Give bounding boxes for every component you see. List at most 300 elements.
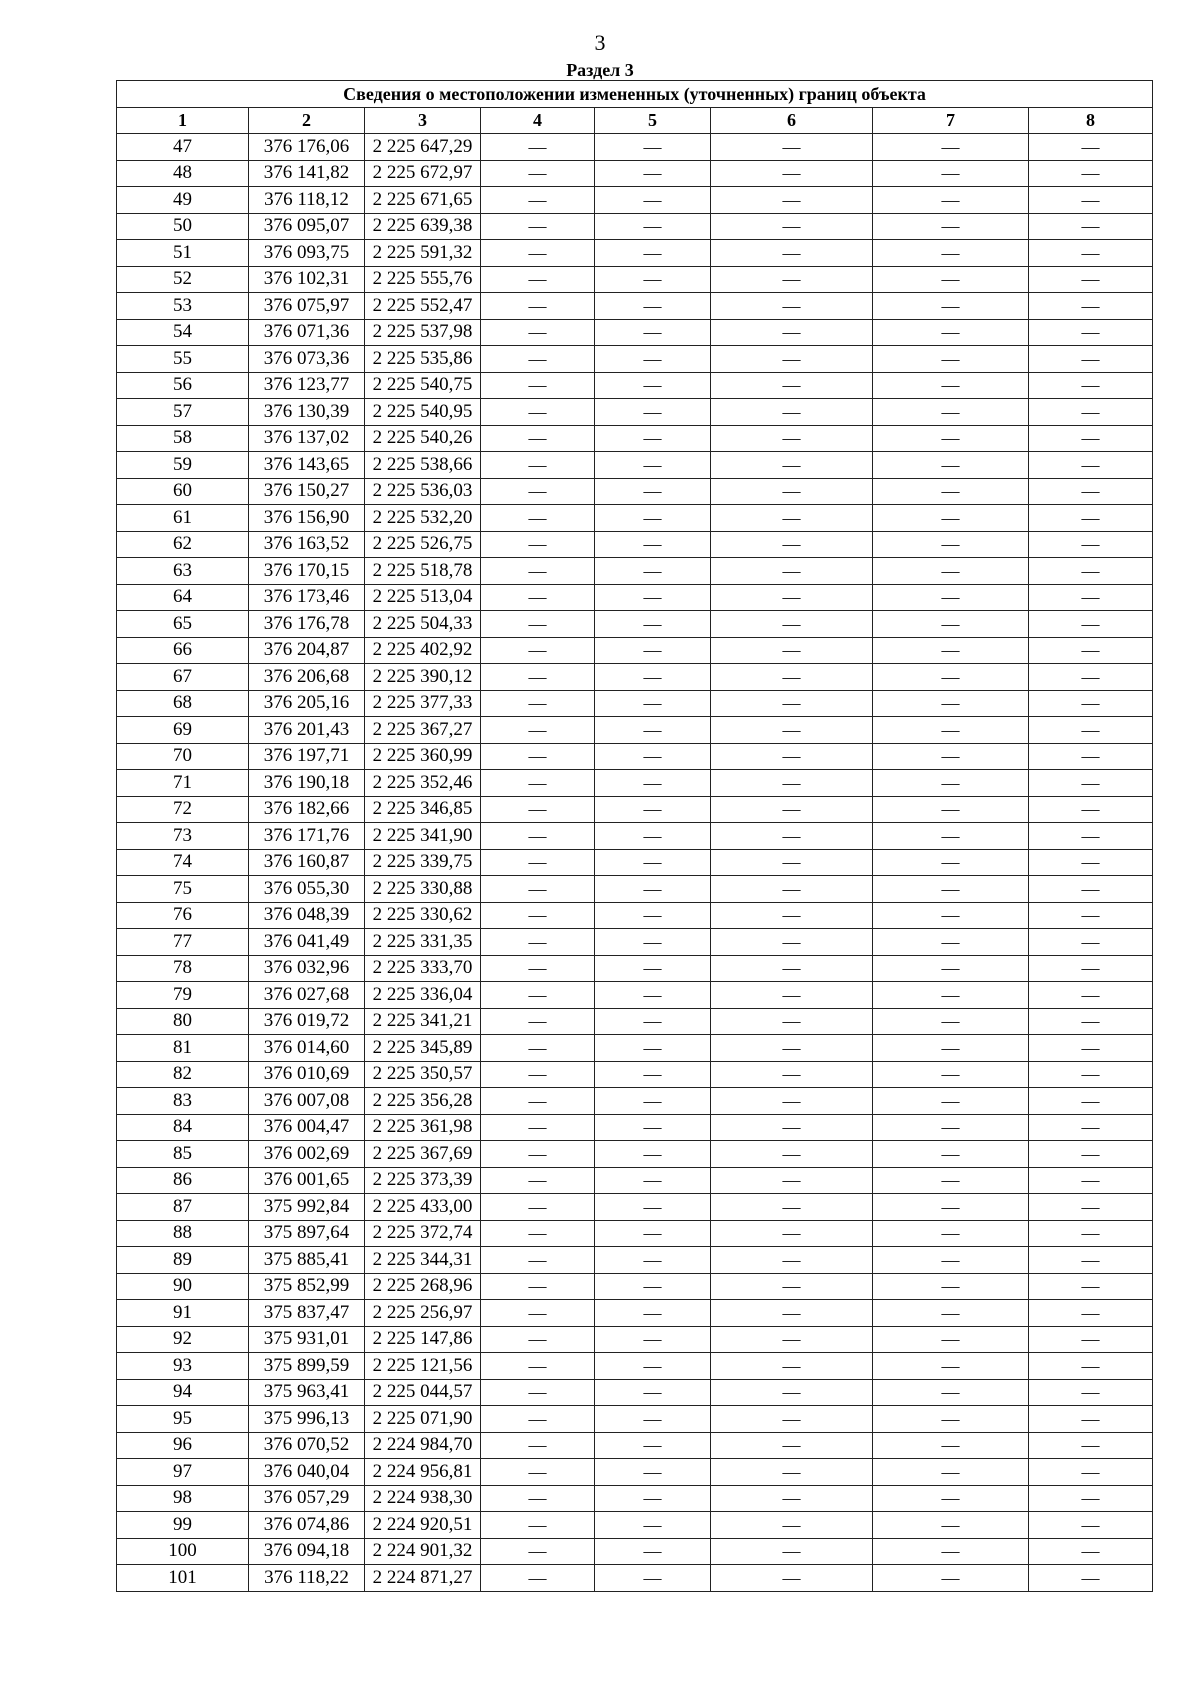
empty-mark-cell: — [595,876,711,903]
empty-mark-cell: — [481,1194,595,1221]
table-row [117,1273,1153,1300]
point-number-cell: 68 [117,690,249,717]
empty-mark-cell: — [481,293,595,320]
y-coordinate-cell: 2 225 121,56 [365,1353,481,1380]
empty-mark-cell: — [481,823,595,850]
y-coordinate-cell: 2 225 352,46 [365,770,481,797]
empty-mark-cell: — [481,637,595,664]
point-number-cell: 48 [117,160,249,187]
empty-mark-cell: — [481,1565,595,1592]
empty-mark-cell: — [481,664,595,691]
y-coordinate-cell: 2 225 071,90 [365,1406,481,1433]
y-coordinate-cell: 2 225 268,96 [365,1273,481,1300]
x-coordinate-cell: 376 141,82 [249,160,365,187]
empty-mark-cell: — [711,770,873,797]
empty-mark-cell: — [481,1273,595,1300]
y-coordinate-cell: 2 225 345,89 [365,1035,481,1062]
point-number-cell: 82 [117,1061,249,1088]
empty-mark-cell: — [1029,293,1153,320]
point-number-cell: 69 [117,717,249,744]
empty-mark-cell: — [711,1459,873,1486]
point-number-cell: 62 [117,531,249,558]
empty-mark-cell: — [1029,134,1153,161]
empty-mark-cell: — [711,1194,873,1221]
empty-mark-cell: — [481,266,595,293]
empty-mark-cell: — [711,372,873,399]
empty-mark-cell: — [595,1167,711,1194]
empty-mark-cell: — [873,531,1029,558]
y-coordinate-cell: 2 225 330,62 [365,902,481,929]
empty-mark-cell: — [873,1538,1029,1565]
table-row [117,770,1153,797]
table-row [117,1379,1153,1406]
empty-mark-cell: — [595,1459,711,1486]
table-row [117,213,1153,240]
empty-mark-cell: — [873,823,1029,850]
empty-mark-cell: — [711,1008,873,1035]
y-coordinate-cell: 2 225 540,75 [365,372,481,399]
empty-mark-cell: — [595,266,711,293]
table-row [117,372,1153,399]
table-row [117,1247,1153,1274]
empty-mark-cell: — [711,293,873,320]
table-row [117,664,1153,691]
empty-mark-cell: — [595,902,711,929]
empty-mark-cell: — [481,1247,595,1274]
y-coordinate-cell: 2 224 938,30 [365,1485,481,1512]
empty-mark-cell: — [481,531,595,558]
empty-mark-cell: — [711,1538,873,1565]
column-header: 5 [595,107,711,134]
empty-mark-cell: — [1029,1459,1153,1486]
empty-mark-cell: — [595,1220,711,1247]
empty-mark-cell: — [873,1300,1029,1327]
empty-mark-cell: — [1029,1353,1153,1380]
empty-mark-cell: — [595,1273,711,1300]
empty-mark-cell: — [1029,452,1153,479]
empty-mark-cell: — [711,849,873,876]
empty-mark-cell: — [595,796,711,823]
empty-mark-cell: — [1029,823,1153,850]
y-coordinate-cell: 2 225 377,33 [365,690,481,717]
x-coordinate-cell: 376 057,29 [249,1485,365,1512]
point-number-cell: 93 [117,1353,249,1380]
table-row [117,1167,1153,1194]
empty-mark-cell: — [1029,478,1153,505]
empty-mark-cell: — [711,1326,873,1353]
empty-mark-cell: — [595,743,711,770]
empty-mark-cell: — [873,1406,1029,1433]
table-row [117,717,1153,744]
point-number-cell: 96 [117,1432,249,1459]
y-coordinate-cell: 2 225 333,70 [365,955,481,982]
table-row [117,187,1153,214]
empty-mark-cell: — [1029,1565,1153,1592]
y-coordinate-cell: 2 225 538,66 [365,452,481,479]
empty-mark-cell: — [481,796,595,823]
empty-mark-cell: — [481,982,595,1009]
empty-mark-cell: — [1029,1273,1153,1300]
empty-mark-cell: — [1029,611,1153,638]
empty-mark-cell: — [711,478,873,505]
column-header: 6 [711,107,873,134]
empty-mark-cell: — [711,1141,873,1168]
empty-mark-cell: — [711,187,873,214]
empty-mark-cell: — [1029,1512,1153,1539]
empty-mark-cell: — [873,955,1029,982]
y-coordinate-cell: 2 225 336,04 [365,982,481,1009]
point-number-cell: 89 [117,1247,249,1274]
point-number-cell: 61 [117,505,249,532]
empty-mark-cell: — [711,584,873,611]
empty-mark-cell: — [1029,1379,1153,1406]
x-coordinate-cell: 376 075,97 [249,293,365,320]
x-coordinate-cell: 375 837,47 [249,1300,365,1327]
empty-mark-cell: — [873,1088,1029,1115]
empty-mark-cell: — [595,1538,711,1565]
table-row [117,743,1153,770]
empty-mark-cell: — [595,1379,711,1406]
column-header-row [117,107,1153,134]
empty-mark-cell: — [873,372,1029,399]
y-coordinate-cell: 2 224 984,70 [365,1432,481,1459]
empty-mark-cell: — [873,1326,1029,1353]
empty-mark-cell: — [481,1538,595,1565]
empty-mark-cell: — [1029,1485,1153,1512]
table-row [117,1220,1153,1247]
table-row [117,240,1153,267]
point-number-cell: 60 [117,478,249,505]
point-number-cell: 70 [117,743,249,770]
empty-mark-cell: — [711,505,873,532]
empty-mark-cell: — [873,1247,1029,1274]
empty-mark-cell: — [595,1512,711,1539]
empty-mark-cell: — [481,1008,595,1035]
y-coordinate-cell: 2 225 518,78 [365,558,481,585]
x-coordinate-cell: 376 070,52 [249,1432,365,1459]
table-row [117,796,1153,823]
point-number-cell: 66 [117,637,249,664]
empty-mark-cell: — [873,293,1029,320]
empty-mark-cell: — [1029,531,1153,558]
x-coordinate-cell: 376 137,02 [249,425,365,452]
empty-mark-cell: — [873,1035,1029,1062]
y-coordinate-cell: 2 225 344,31 [365,1247,481,1274]
empty-mark-cell: — [481,929,595,956]
empty-mark-cell: — [481,213,595,240]
empty-mark-cell: — [1029,955,1153,982]
y-coordinate-cell: 2 225 331,35 [365,929,481,956]
point-number-cell: 51 [117,240,249,267]
empty-mark-cell: — [1029,1167,1153,1194]
x-coordinate-cell: 376 201,43 [249,717,365,744]
y-coordinate-cell: 2 225 330,88 [365,876,481,903]
x-coordinate-cell: 376 143,65 [249,452,365,479]
y-coordinate-cell: 2 224 871,27 [365,1565,481,1592]
x-coordinate-cell: 375 992,84 [249,1194,365,1221]
empty-mark-cell: — [481,1512,595,1539]
empty-mark-cell: — [711,690,873,717]
table-row [117,1114,1153,1141]
point-number-cell: 50 [117,213,249,240]
empty-mark-cell: — [873,478,1029,505]
empty-mark-cell: — [873,1459,1029,1486]
point-number-cell: 53 [117,293,249,320]
empty-mark-cell: — [595,558,711,585]
empty-mark-cell: — [595,690,711,717]
empty-mark-cell: — [711,240,873,267]
empty-mark-cell: — [481,187,595,214]
empty-mark-cell: — [1029,1432,1153,1459]
empty-mark-cell: — [711,1220,873,1247]
empty-mark-cell: — [711,1247,873,1274]
empty-mark-cell: — [873,1167,1029,1194]
empty-mark-cell: — [873,1379,1029,1406]
empty-mark-cell: — [711,319,873,346]
empty-mark-cell: — [481,134,595,161]
y-coordinate-cell: 2 224 956,81 [365,1459,481,1486]
empty-mark-cell: — [1029,637,1153,664]
empty-mark-cell: — [873,1061,1029,1088]
empty-mark-cell: — [1029,1406,1153,1433]
table-row [117,849,1153,876]
empty-mark-cell: — [1029,982,1153,1009]
table-row [117,1538,1153,1565]
y-coordinate-cell: 2 225 346,85 [365,796,481,823]
empty-mark-cell: — [1029,796,1153,823]
empty-mark-cell: — [595,1432,711,1459]
empty-mark-cell: — [711,796,873,823]
x-coordinate-cell: 376 095,07 [249,213,365,240]
empty-mark-cell: — [711,876,873,903]
x-coordinate-cell: 376 176,06 [249,134,365,161]
empty-mark-cell: — [481,1485,595,1512]
empty-mark-cell: — [481,743,595,770]
empty-mark-cell: — [1029,876,1153,903]
point-number-cell: 81 [117,1035,249,1062]
empty-mark-cell: — [1029,584,1153,611]
empty-mark-cell: — [711,1485,873,1512]
point-number-cell: 75 [117,876,249,903]
empty-mark-cell: — [873,425,1029,452]
empty-mark-cell: — [481,1220,595,1247]
table-row [117,1326,1153,1353]
empty-mark-cell: — [711,134,873,161]
empty-mark-cell: — [711,1353,873,1380]
empty-mark-cell: — [711,1114,873,1141]
table-row [117,955,1153,982]
empty-mark-cell: — [481,1167,595,1194]
empty-mark-cell: — [595,1247,711,1274]
boundary-table [116,80,1153,1592]
empty-mark-cell: — [595,134,711,161]
empty-mark-cell: — [873,213,1029,240]
caption-row [117,81,1153,108]
x-coordinate-cell: 375 897,64 [249,1220,365,1247]
empty-mark-cell: — [595,1406,711,1433]
empty-mark-cell: — [481,717,595,744]
y-coordinate-cell: 2 225 367,69 [365,1141,481,1168]
table-row [117,134,1153,161]
empty-mark-cell: — [595,425,711,452]
empty-mark-cell: — [873,1141,1029,1168]
empty-mark-cell: — [873,240,1029,267]
table-row [117,1141,1153,1168]
empty-mark-cell: — [711,160,873,187]
empty-mark-cell: — [481,1379,595,1406]
y-coordinate-cell: 2 225 433,00 [365,1194,481,1221]
x-coordinate-cell: 376 014,60 [249,1035,365,1062]
empty-mark-cell: — [1029,213,1153,240]
empty-mark-cell: — [1029,1008,1153,1035]
empty-mark-cell: — [711,1565,873,1592]
empty-mark-cell: — [595,1300,711,1327]
empty-mark-cell: — [595,770,711,797]
y-coordinate-cell: 2 225 350,57 [365,1061,481,1088]
empty-mark-cell: — [595,1088,711,1115]
table-caption: Сведения о местоположении измененных (уточненных) границ объекта [117,81,1153,108]
table-row [117,823,1153,850]
empty-mark-cell: — [1029,346,1153,373]
x-coordinate-cell: 376 041,49 [249,929,365,956]
empty-mark-cell: — [595,372,711,399]
x-coordinate-cell: 375 963,41 [249,1379,365,1406]
empty-mark-cell: — [873,346,1029,373]
empty-mark-cell: — [1029,1326,1153,1353]
empty-mark-cell: — [481,1406,595,1433]
empty-mark-cell: — [595,240,711,267]
point-number-cell: 92 [117,1326,249,1353]
empty-mark-cell: — [481,478,595,505]
empty-mark-cell: — [711,346,873,373]
x-coordinate-cell: 375 885,41 [249,1247,365,1274]
point-number-cell: 76 [117,902,249,929]
empty-mark-cell: — [873,690,1029,717]
x-coordinate-cell: 376 190,18 [249,770,365,797]
y-coordinate-cell: 2 225 513,04 [365,584,481,611]
y-coordinate-cell: 2 225 367,27 [365,717,481,744]
empty-mark-cell: — [481,372,595,399]
x-coordinate-cell: 376 204,87 [249,637,365,664]
empty-mark-cell: — [873,160,1029,187]
empty-mark-cell: — [873,876,1029,903]
y-coordinate-cell: 2 225 536,03 [365,478,481,505]
empty-mark-cell: — [873,929,1029,956]
x-coordinate-cell: 376 118,22 [249,1565,365,1592]
empty-mark-cell: — [595,213,711,240]
y-coordinate-cell: 2 225 671,65 [365,187,481,214]
empty-mark-cell: — [711,611,873,638]
y-coordinate-cell: 2 225 256,97 [365,1300,481,1327]
empty-mark-cell: — [595,346,711,373]
point-number-cell: 88 [117,1220,249,1247]
empty-mark-cell: — [1029,1300,1153,1327]
table-row [117,293,1153,320]
point-number-cell: 101 [117,1565,249,1592]
empty-mark-cell: — [481,1300,595,1327]
table-row [117,1512,1153,1539]
empty-mark-cell: — [595,1353,711,1380]
y-coordinate-cell: 2 225 647,29 [365,134,481,161]
empty-mark-cell: — [711,1035,873,1062]
empty-mark-cell: — [873,849,1029,876]
column-header: 7 [873,107,1029,134]
empty-mark-cell: — [711,902,873,929]
empty-mark-cell: — [711,823,873,850]
empty-mark-cell: — [1029,1141,1153,1168]
x-coordinate-cell: 376 048,39 [249,902,365,929]
x-coordinate-cell: 376 027,68 [249,982,365,1009]
y-coordinate-cell: 2 225 639,38 [365,213,481,240]
y-coordinate-cell: 2 224 920,51 [365,1512,481,1539]
table-row [117,1406,1153,1433]
x-coordinate-cell: 376 163,52 [249,531,365,558]
empty-mark-cell: — [595,849,711,876]
empty-mark-cell: — [711,213,873,240]
table-row [117,1565,1153,1592]
x-coordinate-cell: 376 171,76 [249,823,365,850]
x-coordinate-cell: 376 094,18 [249,1538,365,1565]
point-number-cell: 47 [117,134,249,161]
point-number-cell: 100 [117,1538,249,1565]
x-coordinate-cell: 376 182,66 [249,796,365,823]
empty-mark-cell: — [595,611,711,638]
empty-mark-cell: — [873,187,1029,214]
y-coordinate-cell: 2 225 390,12 [365,664,481,691]
empty-mark-cell: — [481,558,595,585]
point-number-cell: 72 [117,796,249,823]
y-coordinate-cell: 2 225 147,86 [365,1326,481,1353]
table-row [117,876,1153,903]
empty-mark-cell: — [873,982,1029,1009]
y-coordinate-cell: 2 225 526,75 [365,531,481,558]
empty-mark-cell: — [873,717,1029,744]
empty-mark-cell: — [1029,160,1153,187]
empty-mark-cell: — [595,452,711,479]
empty-mark-cell: — [873,505,1029,532]
empty-mark-cell: — [595,664,711,691]
point-number-cell: 90 [117,1273,249,1300]
empty-mark-cell: — [481,399,595,426]
empty-mark-cell: — [711,929,873,956]
table-row [117,902,1153,929]
empty-mark-cell: — [1029,929,1153,956]
y-coordinate-cell: 2 225 591,32 [365,240,481,267]
empty-mark-cell: — [595,717,711,744]
empty-mark-cell: — [481,955,595,982]
empty-mark-cell: — [873,1114,1029,1141]
empty-mark-cell: — [481,1061,595,1088]
column-header: 8 [1029,107,1153,134]
table-row [117,346,1153,373]
empty-mark-cell: — [873,399,1029,426]
empty-mark-cell: — [711,664,873,691]
empty-mark-cell: — [1029,1061,1153,1088]
table-row [117,929,1153,956]
empty-mark-cell: — [873,1008,1029,1035]
empty-mark-cell: — [1029,505,1153,532]
empty-mark-cell: — [481,452,595,479]
empty-mark-cell: — [873,558,1029,585]
empty-mark-cell: — [595,1008,711,1035]
table-row [117,399,1153,426]
y-coordinate-cell: 2 225 672,97 [365,160,481,187]
y-coordinate-cell: 2 225 339,75 [365,849,481,876]
y-coordinate-cell: 2 225 537,98 [365,319,481,346]
empty-mark-cell: — [595,955,711,982]
empty-mark-cell: — [711,717,873,744]
x-coordinate-cell: 376 206,68 [249,664,365,691]
